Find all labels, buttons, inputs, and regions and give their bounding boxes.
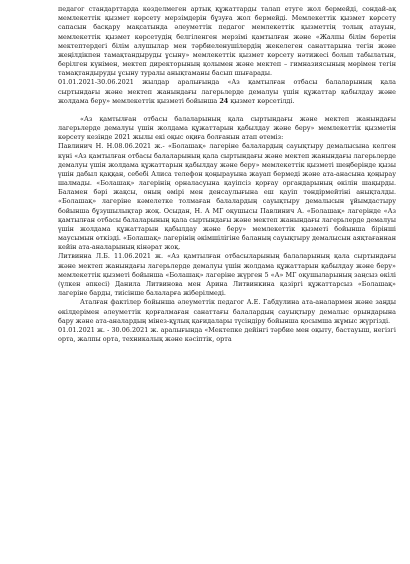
paragraph-service-requirements: педагог стандарттарда көзделмеген артық құжаттарды талап етуге жол бермейді, сондай-ақ мемлекеттік қызмет көрсету мерзімдерін бұзуға жол бермейді. Мемлекеттік қызмет көрсету сапасын басқару мақсатында әлеуметтік педагог мемлекеттік қызметтің толық атауын, мемлекеттік қызмет көрсетудің белгіленген мерзімі қамтылған және «Жалпы білім беретін мектептердегі білім алушылар мен тәрбиеленушілердің жекелеген санаттарына тегін және жеңілдікпен тамақтандыруды ұсыну» мемлекеттік қызмет көрсету нәтижесі болып табылатын, берілген күнімен, мектеп директорының қолымен және мектеп – гимназиясының мөрімен тегін тамақтандыруды ұсыну туралы анықтаманы басып шығарады.: [58, 5, 396, 78]
paragraph-incident-litvinna: Литвинна Л.Б. 11.06.2021 ж. «Аз қамтылған отбасыларының балаларының қала сыртындағы және мектеп жанындағы лагерьлерде демалуы үшін жолдама құжаттарын қабылдау және беру» мемлекеттік қызметі бойынша «Болашақ» лагеріне жүрген 5 «А» МГ оқушыларының заңсыз өкілі (үлкен әпкесі) Данила Литвинова мен Арина Литвинкина қазіргі құжаттарсыз «Болашақ» лагеріне барды, тиісінше балаларға жіберілмеді.: [58, 252, 396, 298]
paragraph-incidents-intro: «Аз қамтылған отбасы балаларының қала сыртындағы және мектеп жанындағы лагерьлерде демалуы үшін жолдама құжаттарын қабылдау және беру» мемлекеттік қызметін көрсету кезінде 2021 жылы екі оқыс оқиға болғанын атап өтеміз:: [58, 114, 396, 142]
services-count-intro: 01.01.2021-30.06.2021 жылдар аралығында «Аз қамтылған отбасы балаларының қала сыртындағы және мектеп жанындағы лагерьлерде демалуы үшін құжаттар қабылдау және жолдама беру» мемлекеттік қызметі бойынша: [58, 78, 396, 105]
paragraph-period-continued: 01.01.2021 ж. - 30.06.2021 ж. аралығында «Мектепке дейінгі тәрбие мен оқыту, бастауыш, негізгі орта, жалпы орта, техникалық және кәсіптік, орта: [58, 325, 396, 344]
paragraph-follow-up-work: Аталған фактілер бойынша әлеуметтік педагог А.Е. Габдулина ата-аналармен және заңды өкілдерімен әлеуметтік қорғалмаған санаттағы балалардың сауықтыру демалыс орындарына бару және ата-аналардың мінез-құлық қағидалары түсіндіру бойынша қосымша жұмыс жүргізді.: [58, 298, 396, 325]
services-count-outro: қызмет көрсетілді.: [228, 96, 295, 105]
services-count-number: 24: [219, 96, 229, 105]
paragraph-incident-pavlinich: Павлинич Н. Н.08.06.2021 ж.- «Болашақ» лагеріне балалардың сауықтыру демалысына келген күні «Аз қамтылған отбасы балаларының қала сыртындағы және мектеп жанындағы лагерьлерде демалуы үшін жолдама құжаттарын қабылдау және беру» мемлекеттік қызметі шеңберінде қызы үшін дабыл қаққан, себебі Алиса телефон қоңырауына жауап бермеді және ата-анасына қоңырау шалмады. «Болашақ» лагерінің орналасуына қауіпсіз қорғау органдарының өкілін шақырды. Баламен бәрі жақсы, оның өмірі мен денсаулығына еш қауіп төндірмейтіні анықталды. «Болашақ» лагеріне кәмелетке толмаған балалардың сауықтыру демалысын ұйымдастыру бойынша бұзушылықтар жоқ. Осыдан, Н. А МГ оқушысы Павлинич А. «Болашақ» лагерінде «Аз қамтылған отбасы балаларының қала сыртындағы және мектеп жанындағы лагерьлерде демалуы үшін жолдама құжаттарын қабылдау және беру» мемлекеттік қызметі бойынша бірінші маусымын өткізді. «Болашақ» лагерінің әкімшілігіне баланың сауықтыру демалысын аяқтағаннан кейін ата-аналарының кінәрат жоқ.: [58, 142, 396, 252]
paragraph-services-count: [58, 78, 396, 106]
